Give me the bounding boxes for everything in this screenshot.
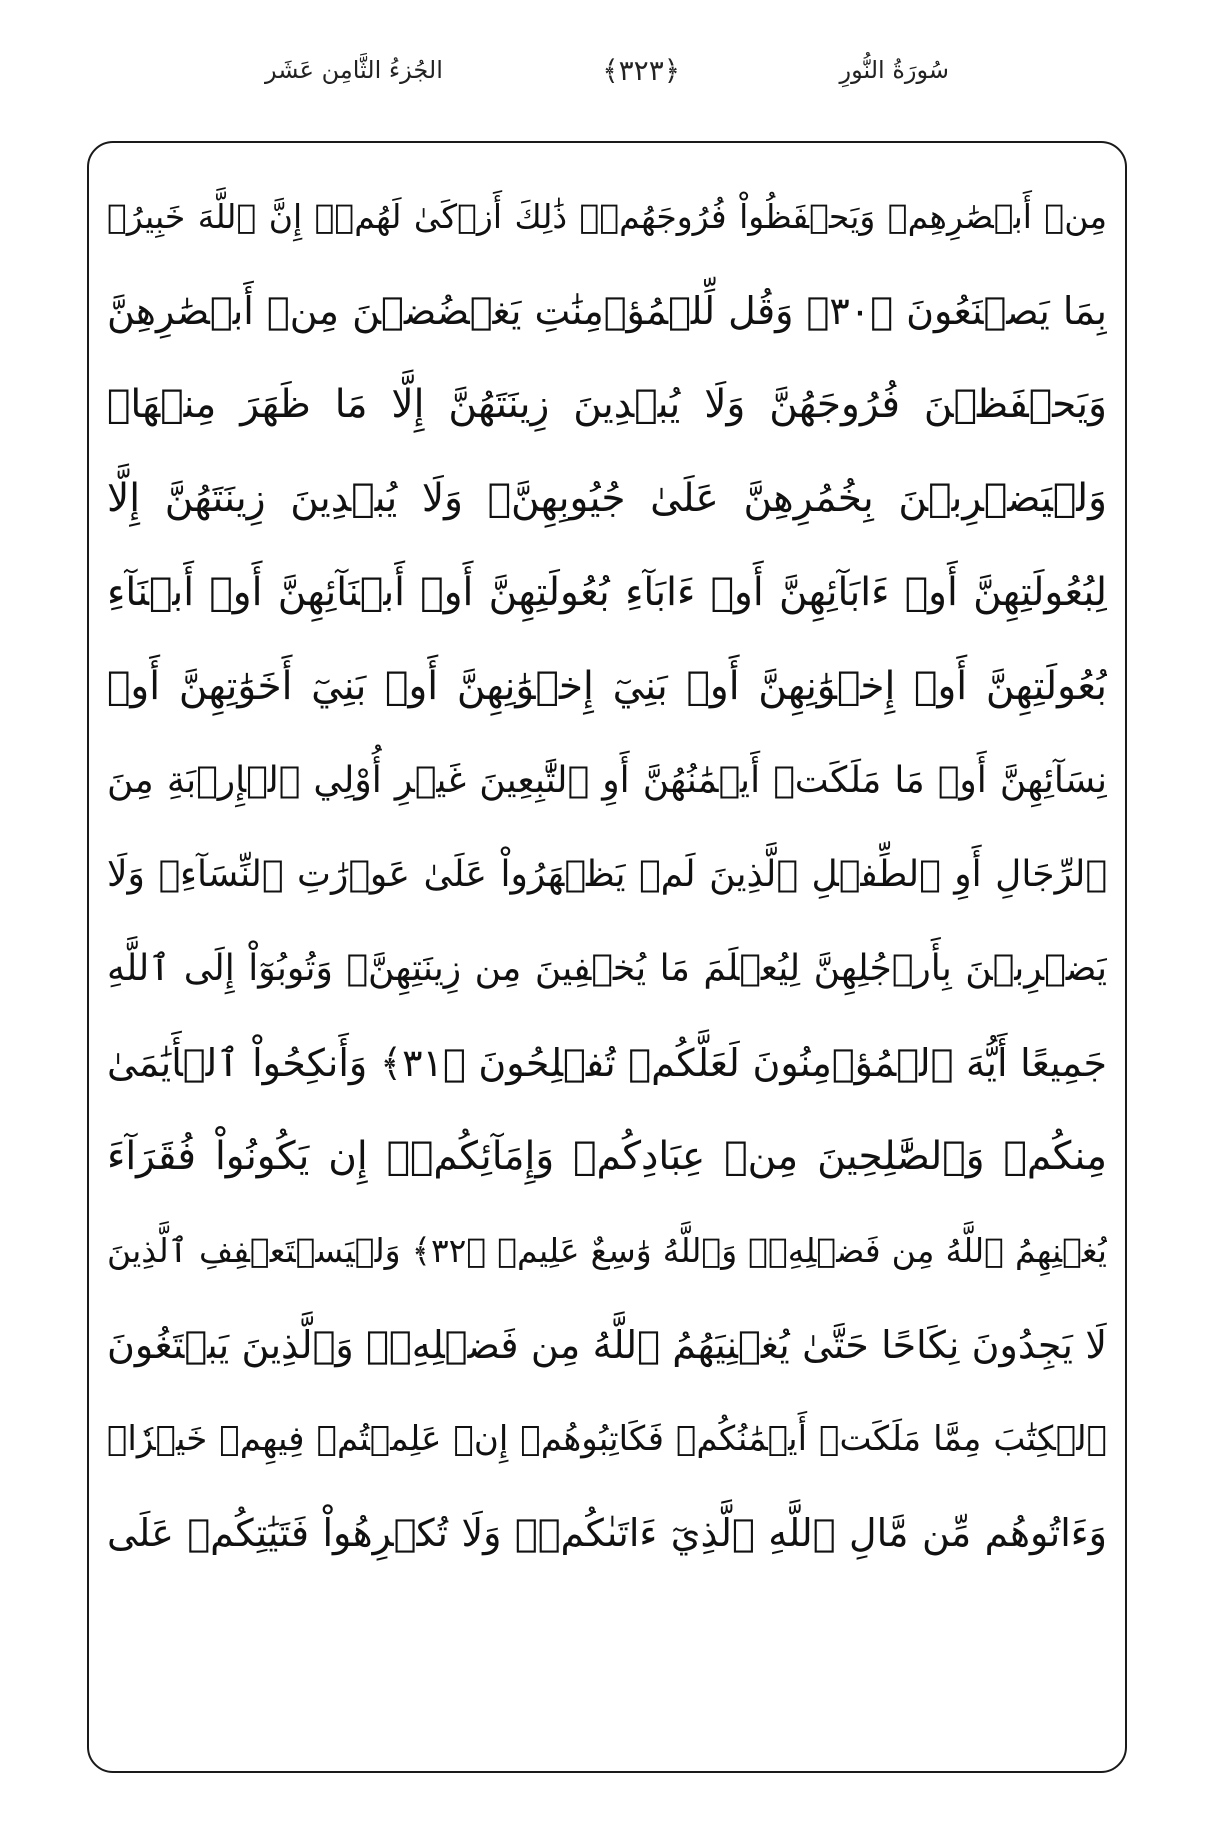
verse-line: نِسَآئِهِنَّ أَوۡ مَا مَلَكَتۡ أَيۡمَٰنُهُنَّ أَوِ ٱلتَّٰبِعِينَ غَيۡرِ أُوْلِي ٱلۡإِرۡبَةِ مِنَ: [107, 760, 1107, 801]
verse-line: ٱلۡكِتَٰبَ مِمَّا مَلَكَتۡ أَيۡمَٰنُكُمۡ فَكَاتِبُوهُمۡ إِنۡ عَلِمۡتُمۡ فِيهِمۡ خَيۡرٗاۖ: [107, 1419, 1107, 1459]
page-header: [80, 40, 1134, 100]
surah-name: سُورَةُ النُّورِ: [839, 56, 949, 84]
verse-line: مِنكُمۡ وَٱلصَّٰلِحِينَ مِنۡ عِبَادِكُمۡ وَإِمَآئِكُمۡۚ إِن يَكُونُواْ فُقَرَآءَ: [107, 1134, 1107, 1179]
verse-line: يُغۡنِهِمُ ٱللَّهُ مِن فَضۡلِهِۦۗ وَٱللَّهُ وَٰسِعٌ عَلِيمٞ ﴿٣٢﴾ وَلۡيَسۡتَعۡفِفِ ٱلَّذِينَ: [107, 1231, 1107, 1270]
juz-name: الجُزءُ الثَّامِن عَشَر: [265, 56, 443, 84]
verse-line: وَءَاتُوهُم مِّن مَّالِ ٱللَّهِ ٱلَّذِيٓ ءَاتَىٰكُمۡۚ وَلَا تُكۡرِهُواْ فَتَيَٰتِكُمۡ عَلَى: [107, 1511, 1107, 1555]
verse-line: وَلۡيَضۡرِبۡنَ بِخُمُرِهِنَّ عَلَىٰ جُيُوبِهِنَّۖ وَلَا يُبۡدِينَ زِينَتَهُنَّ إِلَّا: [107, 476, 1107, 521]
verse-line: لِبُعُولَتِهِنَّ أَوۡ ءَابَآئِهِنَّ أَوۡ ءَابَآءِ بُعُولَتِهِنَّ أَوۡ أَبۡنَآئِهِنَّ أَوۡ أَبۡنَآءِ: [107, 570, 1107, 615]
verse-line: مِنۡ أَبۡصَٰرِهِمۡ وَيَحۡفَظُواْ فُرُوجَهُمۡۚ ذَٰلِكَ أَزۡكَىٰ لَهُمۡۗ إِنَّ ٱللَّهَ خَبِيرُۢ: [107, 197, 1107, 236]
verse-line: وَيَحۡفَظۡنَ فُرُوجَهُنَّ وَلَا يُبۡدِينَ زِينَتَهُنَّ إِلَّا مَا ظَهَرَ مِنۡهَاۖ: [107, 382, 1107, 427]
verse-line: يَضۡرِبۡنَ بِأَرۡجُلِهِنَّ لِيُعۡلَمَ مَا يُخۡفِينَ مِن زِينَتِهِنَّۚ وَتُوبُوٓاْ إِلَى ٱللَّهِ: [107, 948, 1107, 989]
verse-line: بُعُولَتِهِنَّ أَوۡ إِخۡوَٰنِهِنَّ أَوۡ بَنِيٓ إِخۡوَٰنِهِنَّ أَوۡ بَنِيٓ أَخَوَٰتِهِنَّ أَوۡ: [107, 664, 1107, 709]
verse-line: جَمِيعًا أَيُّهَ ٱلۡمُؤۡمِنُونَ لَعَلَّكُمۡ تُفۡلِحُونَ ﴿٣١﴾ وَأَنكِحُواْ ٱلۡأَيَٰمَىٰ: [107, 1041, 1107, 1085]
verse-line: بِمَا يَصۡنَعُونَ ﴿٣٠﴾ وَقُل لِّلۡمُؤۡمِنَٰتِ يَغۡضُضۡنَ مِنۡ أَبۡصَٰرِهِنَّ: [107, 289, 1107, 333]
verse-line: ٱلرِّجَالِ أَوِ ٱلطِّفۡلِ ٱلَّذِينَ لَمۡ يَظۡهَرُواْ عَلَىٰ عَوۡرَٰتِ ٱلنِّسَآءِۖ وَلَا: [107, 854, 1107, 895]
verses-text: [107, 170, 1107, 1580]
page-number: ﴿٣٢٣﴾: [602, 53, 681, 87]
verse-line: لَا يَجِدُونَ نِكَاحًا حَتَّىٰ يُغۡنِيَهُمُ ٱللَّهُ مِن فَضۡلِهِۦۗ وَٱلَّذِينَ يَبۡتَغُونَ: [107, 1323, 1107, 1367]
